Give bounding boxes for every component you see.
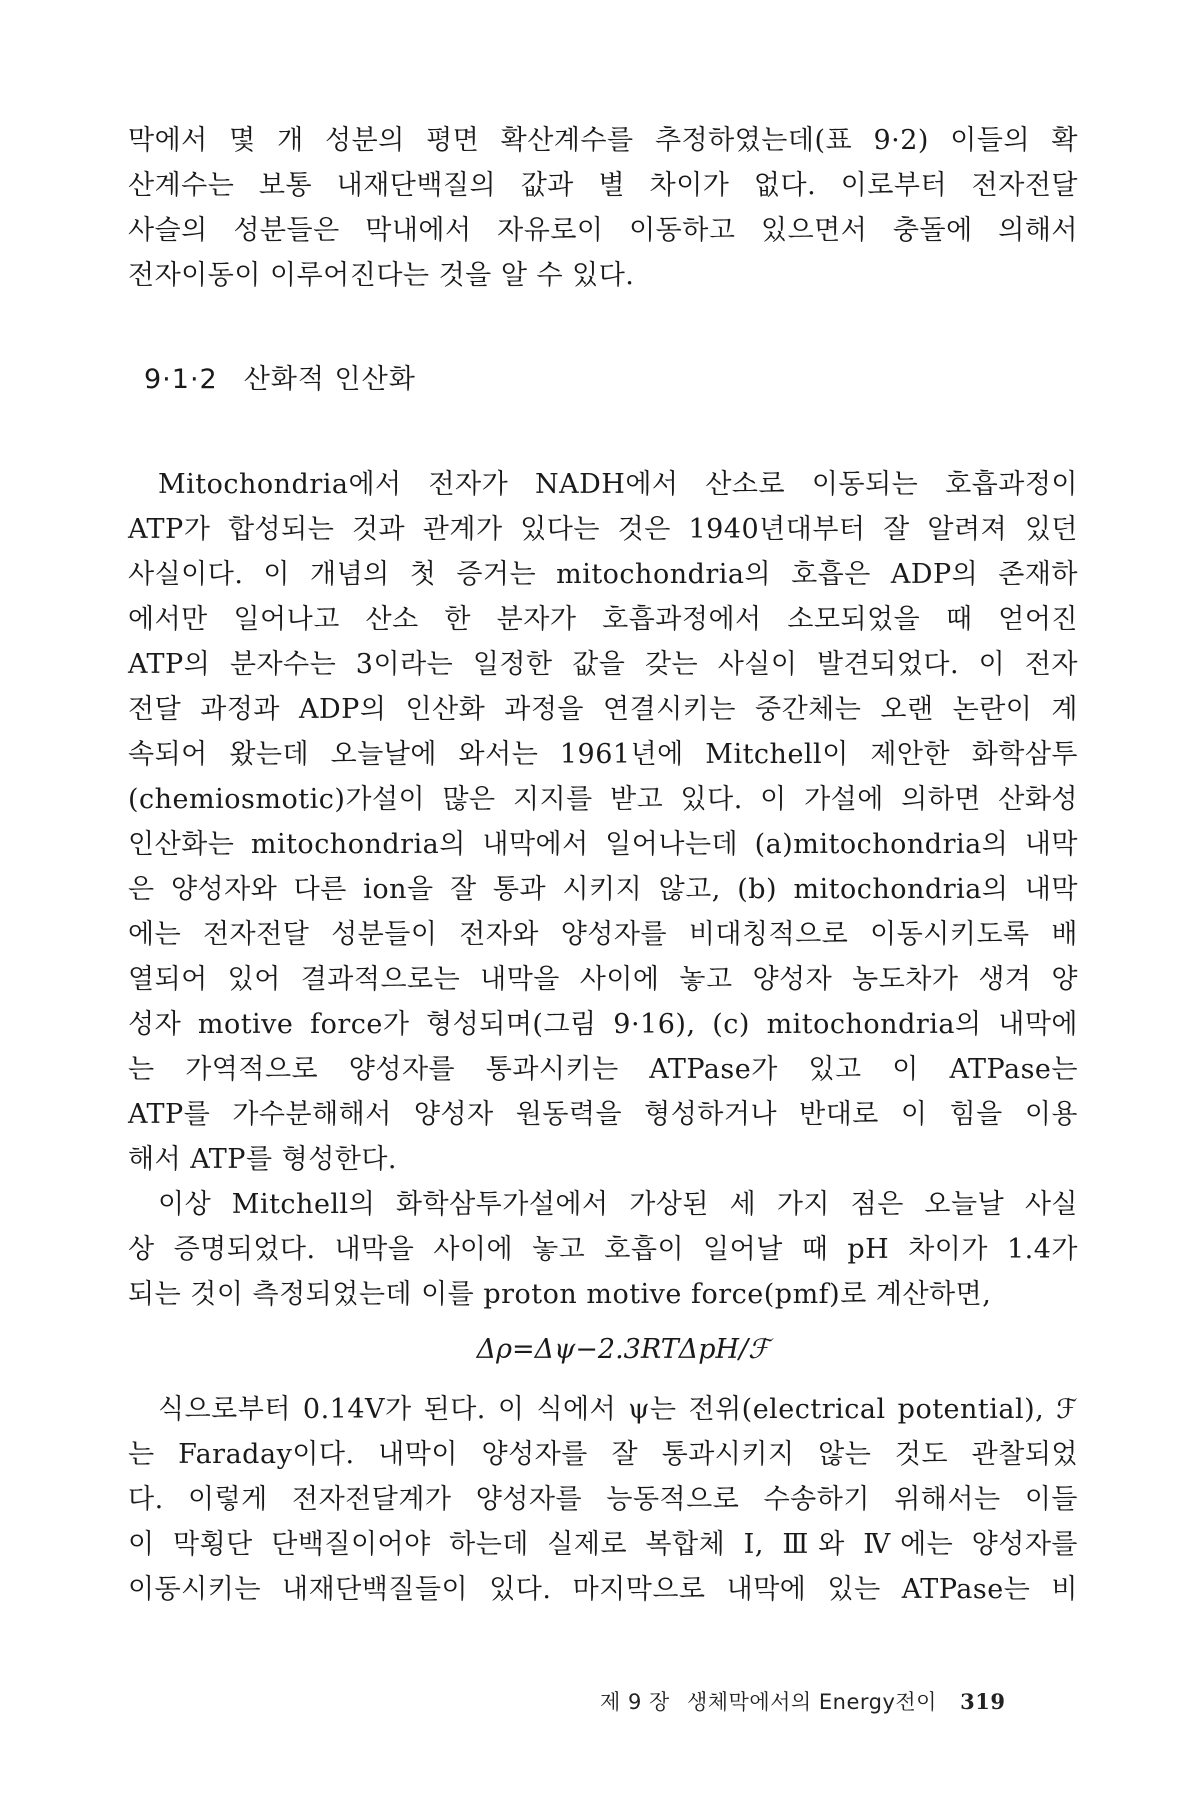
- text-line: Mitochondria에서 전자가 NADH에서 산소로 이동되는 호흡과정이: [158, 469, 1078, 500]
- footer-title: 생체막에서의 Energy전이: [686, 1690, 937, 1714]
- section-number: 9·1·2: [144, 364, 218, 395]
- text-line: 은 양성자와 다른 ion을 잘 통과 시키지 않고, (b) mitochondria의 내막: [128, 874, 1078, 905]
- body-paragraph-2: [128, 1182, 1078, 1317]
- text-line: 해서 ATP를 형성한다.: [128, 1144, 398, 1175]
- text-line: 상 증명되었다. 내막을 사이에 놓고 호흡이 일어날 때 pH 차이가 1.4가: [128, 1234, 1078, 1265]
- text-line: 열되어 있어 결과적으로는 내막을 사이에 놓고 양성자 농도차가 생겨 양: [128, 964, 1078, 995]
- section-title: 산화적 인산화: [243, 364, 416, 395]
- page-content: [128, 118, 1078, 1612]
- footer-chapter: 제 9 장: [600, 1690, 670, 1714]
- text-line: 막에서 몇 개 성분의 평면 확산계수를 추정하였는데(표 9·2) 이들의 확: [128, 125, 1078, 156]
- body-paragraph-1: [128, 462, 1078, 1182]
- text-line: 이동시키는 내재단백질들이 있다. 마지막으로 내막에 있는 ATPase는 비: [128, 1574, 1078, 1605]
- text-line: 다. 이렇게 전자전달계가 양성자를 능동적으로 수송하기 위해서는 이들: [128, 1484, 1078, 1515]
- text-line: 성자 motive force가 형성되며(그림 9·16), (c) mitochondria의 내막에: [128, 1009, 1078, 1040]
- text-line: 는 가역적으로 양성자를 통과시키는 ATPase가 있고 이 ATPase는: [128, 1054, 1078, 1085]
- text-line: 에는 전자전달 성분들이 전자와 양성자를 비대칭적으로 이동시키도록 배: [128, 919, 1078, 950]
- text-line: 는 Faraday이다. 내막이 양성자를 잘 통과시키지 않는 것도 관찰되었: [128, 1439, 1078, 1470]
- text-line: 속되어 왔는데 오늘날에 와서는 1961년에 Mitchell이 제안한 화학삼투: [128, 739, 1078, 770]
- text-line: ATP를 가수분해해서 양성자 원동력을 형성하거나 반대로 이 힘을 이용: [128, 1099, 1078, 1130]
- text-line: ATP가 합성되는 것과 관계가 있다는 것은 1940년대부터 잘 알려져 있던: [128, 514, 1078, 545]
- text-line: 사슬의 성분들은 막내에서 자유로이 이동하고 있으면서 충돌에 의해서: [128, 215, 1078, 246]
- section-heading: [128, 360, 1078, 400]
- pmf-formula: Δρ=Δψ−2.3RTΔpH/ℱ: [476, 1334, 770, 1365]
- text-line: 전자이동이 이루어진다는 것을 알 수 있다.: [128, 260, 635, 291]
- text-line: 에서만 일어나고 산소 한 분자가 호흡과정에서 소모되었을 때 얻어진: [128, 604, 1078, 635]
- intro-paragraph: [128, 118, 1078, 298]
- body-paragraph-3: [128, 1387, 1078, 1612]
- text-line: 이상 Mitchell의 화학삼투가설에서 가상된 세 가지 점은 오늘날 사실: [158, 1189, 1078, 1220]
- page-footer: [600, 1686, 1016, 1716]
- text-line: 산계수는 보통 내재단백질의 값과 별 차이가 없다. 이로부터 전자전달: [128, 170, 1078, 201]
- text-line: 전달 과정과 ADP의 인산화 과정을 연결시키는 중간체는 오랜 논란이 계: [128, 694, 1078, 725]
- text-line: 사실이다. 이 개념의 첫 증거는 mitochondria의 호흡은 ADP의 존재하: [128, 559, 1078, 590]
- text-line: ATP의 분자수는 3이라는 일정한 값을 갖는 사실이 발견되었다. 이 전자: [128, 649, 1078, 680]
- text-line: (chemiosmotic)가설이 많은 지지를 받고 있다. 이 가설에 의하면 산화성: [128, 784, 1078, 815]
- text-line: 이 막횡단 단백질이어야 하는데 실제로 복합체 I, Ⅲ와 Ⅳ에는 양성자를: [128, 1529, 1078, 1560]
- page-number: 319: [960, 1689, 1006, 1714]
- text-line: 되는 것이 측정되었는데 이를 proton motive force(pmf)로 계산하면,: [128, 1279, 992, 1310]
- text-line: 인산화는 mitochondria의 내막에서 일어나는데 (a)mitochondria의 내막: [128, 829, 1078, 860]
- text-line: 식으로부터 0.14V가 된다. 이 식에서 ψ는 전위(electrical potential), ℱ: [158, 1394, 1078, 1425]
